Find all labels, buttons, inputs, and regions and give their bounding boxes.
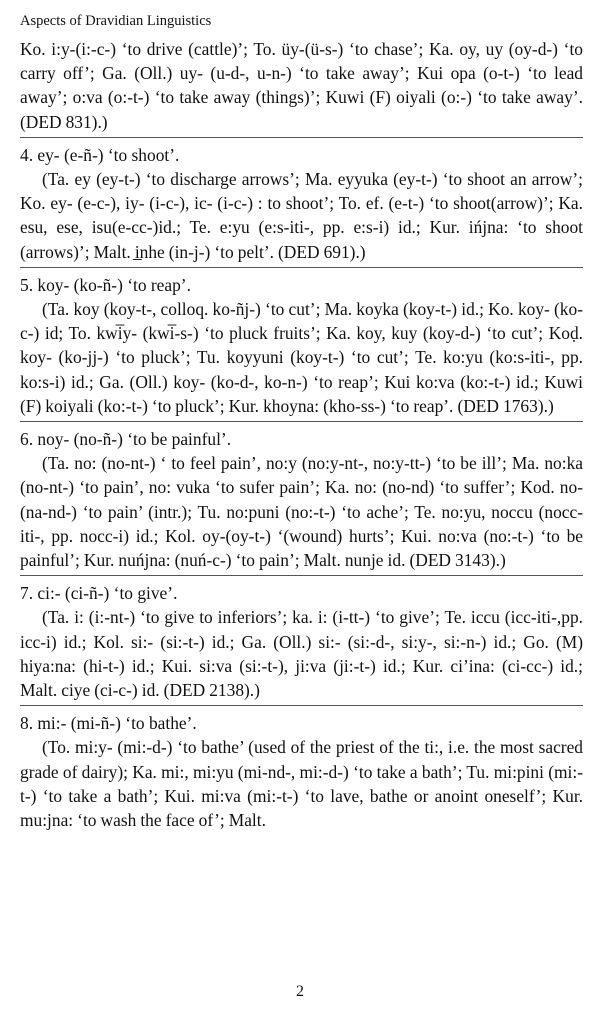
entry-6 — [20, 427, 583, 572]
page-number: 2 — [296, 983, 304, 1000]
entry-body: (Ta. ey (ey-t-) ‘to discharge arrows’; Ma. eyyuka (ey-t-) ‘to shoot an arrow’; Ko. ey- (e-c-), iy- (i-c-), ic- (i-c-) : to shoot’; To. ef. (e-t-) ‘to shoot(arrow)’; Ka. esu, ese, isu(e-cc-)id.; Te. e:yu (e:s-iti-, pp. e:s-i) id.; Kur. ińjna: ‘to shoot (arrows)’; Malt. i̲nhe (in-j-) ‘to pelt’. (DED 691).) — [20, 169, 583, 262]
running-head: Aspects of Dravidian Linguistics — [20, 13, 212, 29]
intro-paragraph: Ko. i:y-(i:-c-) ‘to drive (cattle)’; To. üy-(ü-s-) ‘to chase’; Ka. oy, uy (oy-d-) ‘to carry off’; Ga. (Oll.) uy- (u-d-, u-n-) ‘to take away’; Kui opa (o-t-) ‘to lead away’; o:va (o:-t-) ‘to take away (things)’; Kuwi (F) oiyali (o:-) ‘to take away’. (DED 831).) — [20, 39, 583, 132]
entry-heading: 7. ci:- (ci-ñ-) ‘to give’. — [20, 583, 178, 604]
entry-8 — [20, 711, 583, 832]
entry-heading: 4. ey- (e-ñ-) ‘to shoot’. — [20, 144, 180, 165]
entry-body: (Ta. i: (i:-nt-) ‘to give to inferiors’; ka. i: (i-tt-) ‘to give’; Te. iccu (icc-iti-,pp. icc-i) id.; Kol. si:- (si:-t-) id.; Ga. (Oll.) si:- (si:-d-, si:y-, si:-n-) id.; Go. (M) hiya:na: (hi-t-) id.; Kui. si:va (si:-t-), ji:va (ji:-t-) id.; Kur. ci’ina: (ci-cc-) id.; Malt. ciye (ci-c-) id. (DED 2138).) — [20, 607, 583, 701]
entry-body: (Ta. no: (no-nt-) ‘ to feel pain’, no:y (no:y-nt-, no:y-tt-) ‘to be ill’; Ma. no:ka (no-nt-) ‘to pain’, no: vuka ‘to sufer pain’; Ka. no: (no-nd) ‘to suffer’; Kod. no- (na-nd-) ‘to pain’ (intr.); Tu. no:puni (no:-t-) ‘to ache’; Te. no:yu, noccu (nocc-iti-, pp. nocc-i) id.; Kol. oy-(oy-t-) ‘(wound) hurts’; Kui. no:va (no:-t-) ‘to be painful’; Kur. nuńjna: (nuń-c-) ‘to pain’; Malt. nunje id. (DED 3143).) — [20, 453, 583, 571]
section-divider — [20, 705, 583, 706]
entry-heading: 5. koy- (ko-ñ-) ‘to reap’. — [20, 274, 191, 295]
entry-5 — [20, 273, 583, 418]
section-divider — [20, 137, 583, 138]
entry-body: (To. mi:y- (mi:-d-) ‘to bathe’ (used of the priest of the ti:, i.e. the most sacred grade of dairy); Ka. mi:, mi:yu (mi-nd-, mi:-d-) ‘to take a bath’; Tu. mi:pini (mi:-t-) ‘to take a bath’; Kui. mi:va (mi:-t-) ‘to lave, bathe or anoint oneself’; Kur. mu:jna: ‘to wash the face of’; Malt. — [20, 737, 583, 831]
entry-heading: 8. mi:- (mi-ñ-) ‘to bathe’. — [20, 713, 197, 734]
section-divider — [20, 421, 583, 422]
entry-4 — [20, 143, 583, 264]
section-divider — [20, 267, 583, 268]
section-divider — [20, 575, 583, 576]
entry-7 — [20, 581, 583, 702]
entry-body: (Ta. koy (koy-t-, colloq. ko-ñj-) ‘to cut’; Ma. koyka (koy-t-) id.; Ko. koy- (ko-c-) id; To. kwi̅y- (kwi̅-s-) ‘to pluck fruits’; Ka. koy, kuy (koy-d-) ‘to cut’; Koḍ. koy- (ko-jj-) ‘to pluck’; Tu. koyyuni (koy-t-) ‘to cut’; Te. ko:yu (ko:s-iti-, pp. ko:s-i) id.; Ga. (Oll.) koy- (ko-d-, ko-n-) ‘to reap’; Kui ko:va (ko:-t-) id.; Kuwi (F) koiyali (ko:-t-) ‘to pluck’; Kur. khoyna: (kho-ss-) ‘to reap’. (DED 1763).) — [20, 299, 583, 416]
entry-heading: 6. noy- (no-ñ-) ‘to be painful’. — [20, 429, 232, 450]
